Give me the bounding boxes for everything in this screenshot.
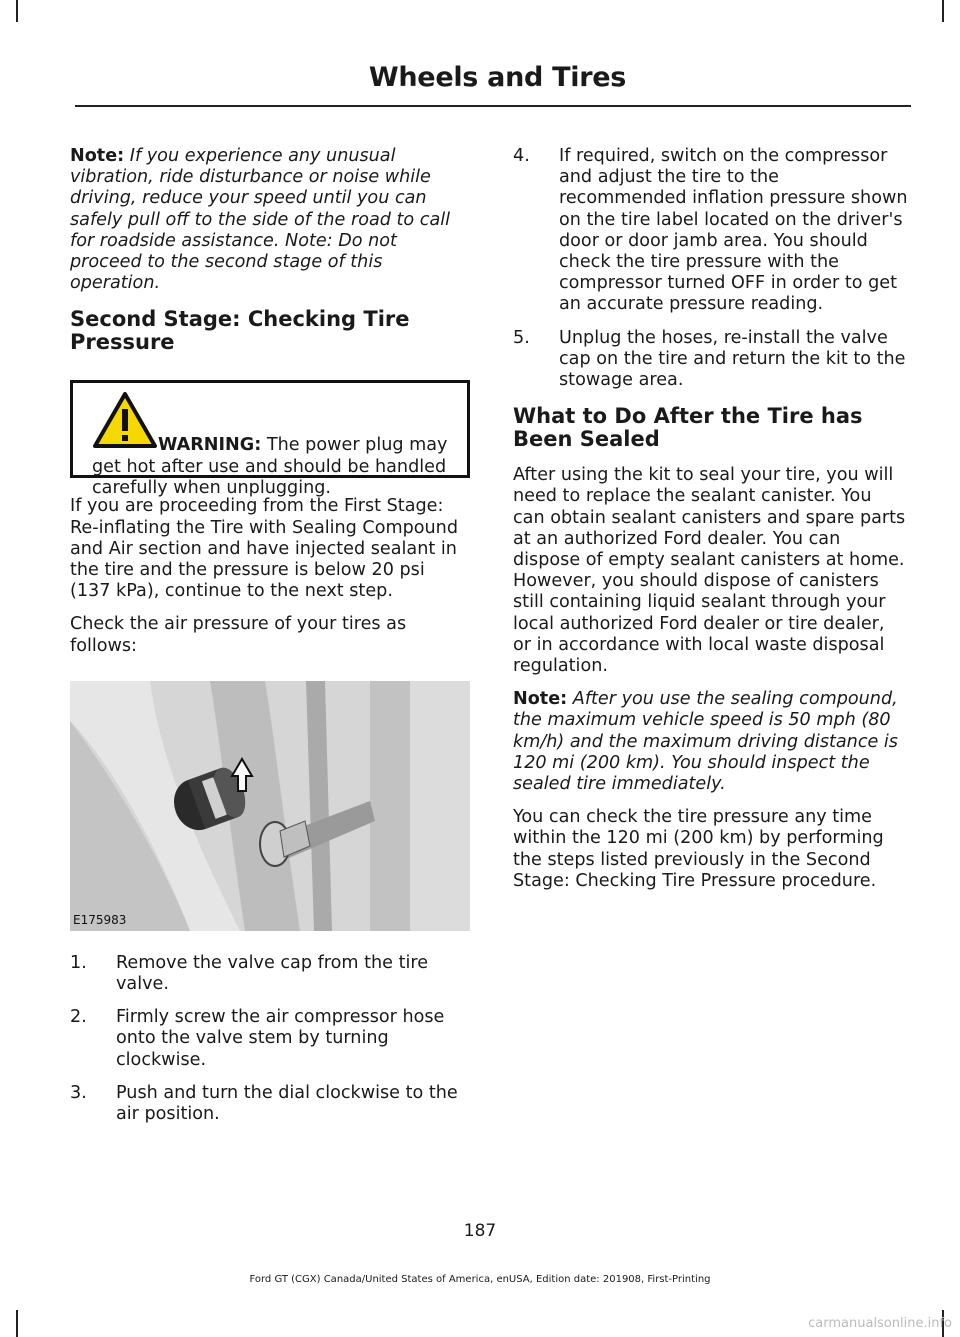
section-heading-second-stage: Second Stage: Checking Tire Pressure: [70, 307, 410, 355]
list-item: [70, 1083, 470, 1125]
step-text: Push and turn the dial clockwise to the air position.: [116, 1082, 458, 1125]
step-number: 4.: [513, 146, 530, 166]
list-item: [513, 146, 908, 316]
crop-mark-bottom-left: [16, 1310, 18, 1337]
list-item: [513, 328, 908, 392]
body-paragraph: Check the air pressure of your tires as follows:: [70, 614, 407, 656]
warning-triangle-icon: [92, 391, 158, 449]
note-paragraph: [70, 146, 470, 294]
crop-mark-top-right: [942, 0, 944, 22]
body-paragraph: You can check the tire pressure any time within the 120 mi (200 km) by performing the steps listed previously in the Second Stage: Checking Tire Pressure procedure.: [513, 807, 884, 891]
note-text: If you experience any unusual vibration, ride disturbance or noise while driving, reduce your speed until you can safely pull off to the side of the road to call for roadside assistance. Note: Do not proceed to the second stage of this operation.: [70, 146, 451, 294]
note-label: Note:: [513, 689, 568, 710]
step-number: 1.: [70, 952, 87, 973]
steps-list: [513, 146, 908, 391]
warning-body: The power plug may get hot after use and should be handled carefully when unplugging.: [92, 435, 448, 498]
body-paragraph: After using the kit to seal your tire, you will need to replace the sealant canister. You can obtain sealant canisters and spare parts at an authorized Ford dealer. You can dispose of empty sealant canisters at home. However, you should dispose of canisters still containing liquid sealant through your local authorized Ford dealer or tire dealer, or in accordance with local waste disposal regulation.: [513, 465, 906, 677]
crop-mark-top-left: [16, 0, 18, 22]
warning-box: [70, 380, 470, 498]
section-heading-after-sealed: What to Do After the Tire has Been Sealed: [513, 404, 863, 452]
page-number: 187: [463, 1221, 497, 1241]
header-divider: [75, 105, 911, 107]
step-text: Unplug the hoses, re-install the valve cap on the tire and return the kit to the stowage area.: [559, 327, 906, 391]
warning-label: WARNING:: [158, 435, 262, 456]
step-number: 3.: [70, 1082, 87, 1103]
figure-code: E175983: [73, 912, 127, 927]
left-column: [70, 146, 470, 1137]
footer-edition-info: Ford GT (CGX) Canada/United States of America, enUSA, Edition date: 201908, First-Printing: [249, 1274, 711, 1285]
note-label: Note:: [70, 146, 125, 166]
note-paragraph: [513, 689, 908, 795]
watermark: carmanualsonline.info: [808, 1316, 952, 1331]
note-text: After you use the sealing compound, the maximum vehicle speed is 50 mph (80 km/h) and the maximum driving distance is 120 mi (200 km). You should inspect the sealed tire immediately.: [513, 689, 898, 795]
page-header-title: Wheels and Tires: [368, 62, 626, 93]
step-text: Firmly screw the air compressor hose onto the valve stem by turning clockwise.: [116, 1007, 445, 1070]
steps-list: [70, 953, 470, 1125]
list-item: [70, 953, 470, 995]
valve-illustration-graphic: [70, 681, 470, 931]
step-number: 5.: [513, 327, 530, 348]
step-text: If required, switch on the compressor and adjust the tire to the recommended inflation pressure shown on the tire label located on the driver's door or door jamb area. You should check the tire pressure with the compressor turned OFF in order to get an accurate pressure reading.: [559, 146, 908, 315]
step-number: 2.: [70, 1007, 87, 1028]
list-item: [70, 1007, 470, 1071]
valve-cap-illustration: [70, 681, 470, 931]
step-text: Remove the valve cap from the tire valve.: [116, 952, 429, 995]
right-column: [513, 146, 908, 904]
body-paragraph: If you are proceeding from the First Stage: Re-inflating the Tire with Sealing Compound and Air section and have injected sealant in the tire and the pressure is below 20 psi (137 kPa), continue to the next step.: [70, 496, 458, 602]
